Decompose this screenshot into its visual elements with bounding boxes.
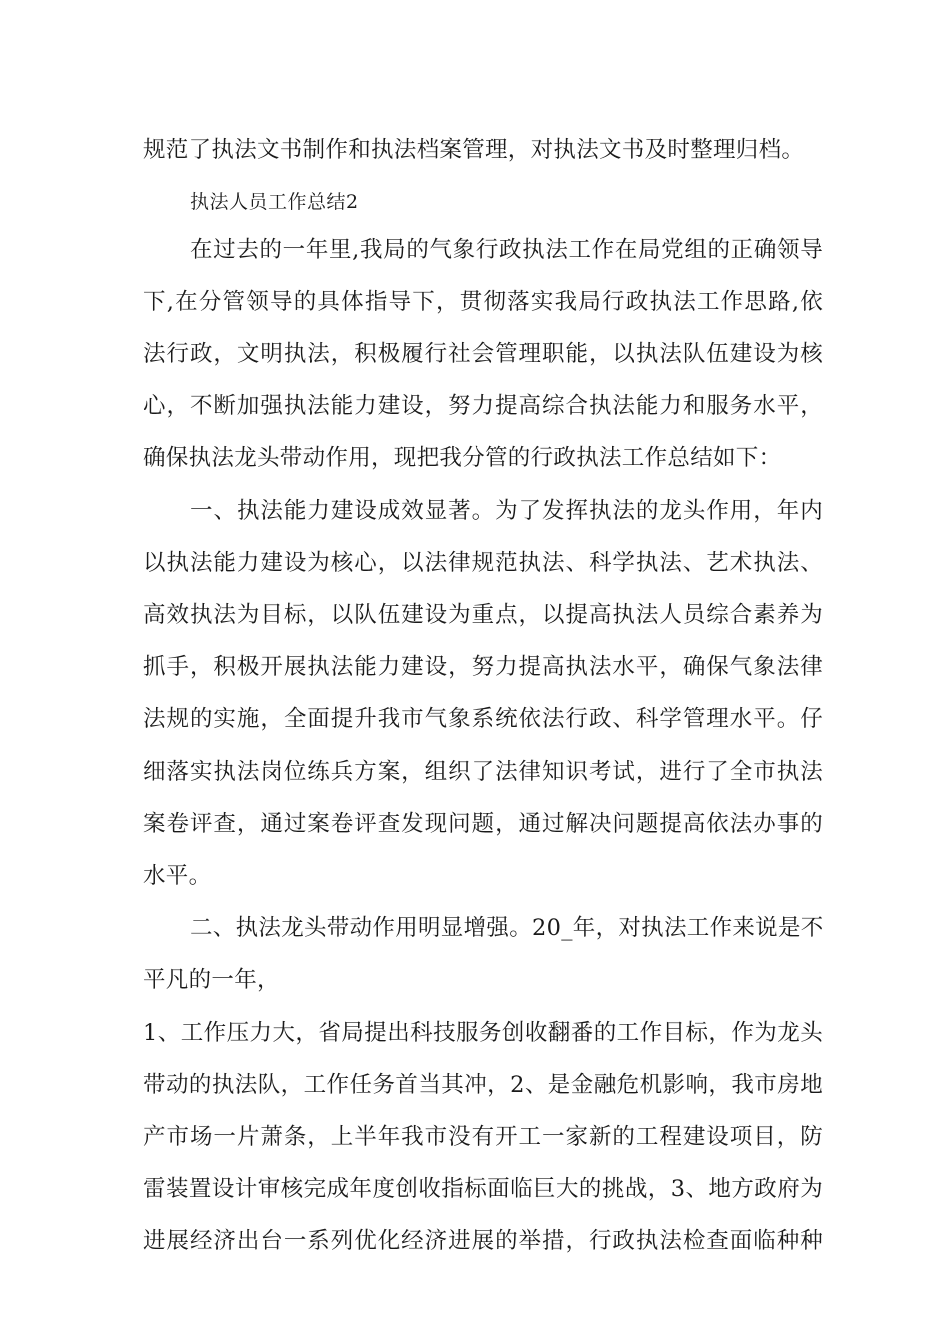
text-line: 雷装置设计审核完成年度创收指标面临巨大的挑战，3、地方政府为 [143,1176,823,1202]
text-line: 二、执法龙头带动作用明显增强。20_年，对执法工作来说是不 [190,915,824,941]
text-line: 带动的执法队，工作任务首当其冲，2、是金融危机影响，我市房地 [143,1072,823,1098]
text-line: 以执法能力建设为核心，以法律规范执法、科学执法、艺术执法、 [143,550,823,576]
text-line: 下,在分管领导的具体指导下，贯彻落实我局行政执法工作思路,依 [143,289,823,315]
text-line: 产市场一片萧条，上半年我市没有开工一家新的工程建设项目，防 [143,1124,823,1150]
text-line: 在过去的一年里,我局的气象行政执法工作在局党组的正确领导 [190,237,823,263]
text-line: 进展经济出台一系列优化经济进展的举措，行政执法检查面临种种 [143,1228,823,1254]
text-line: 法规的实施，全面提升我市气象系统依法行政、科学管理水平。仔 [143,706,823,732]
text-line: 法行政，文明执法，积极履行社会管理职能，以执法队伍建设为核 [143,341,823,367]
text-line: 细落实执法岗位练兵方案，组织了法律知识考试，进行了全市执法 [143,759,823,785]
text-line: 一、执法能力建设成效显著。为了发挥执法的龙头作用，年内 [190,498,823,524]
text-line: 规范了执法文书制作和执法档案管理，对执法文书及时整理归档。 [143,137,805,163]
section-heading: 执法人员工作总结2 [190,191,359,213]
text-line: 高效执法为目标，以队伍建设为重点，以提高执法人员综合素养为 [143,602,823,628]
text-line: 抓手，积极开展执法能力建设，努力提高执法水平，确保气象法律 [143,654,823,680]
text-line: 案卷评查，通过案卷评查发现问题，通过解决问题提高依法办事的 [143,811,823,837]
text-line: 确保执法龙头带动作用，现把我分管的行政执法工作总结如下： [143,445,782,471]
text-line: 心，不断加强执法能力建设，努力提高综合执法能力和服务水平， [143,393,823,419]
text-line: 平凡的一年， [143,967,280,993]
text-line: 1、工作压力大，省局提出科技服务创收翻番的工作目标，作为龙头 [143,1020,823,1046]
text-line: 水平。 [143,863,212,889]
